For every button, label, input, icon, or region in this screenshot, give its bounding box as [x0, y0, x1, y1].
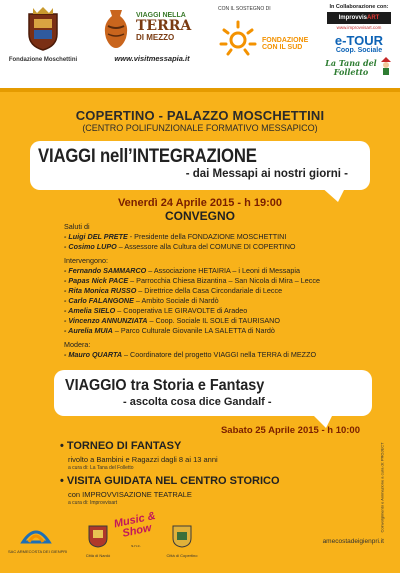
event-visita-cura: a cura di: Improvvisart	[68, 500, 118, 506]
footer-website[interactable]: amecostadeigienpri.it	[322, 538, 384, 545]
collaboration-block	[322, 4, 396, 77]
sostegno-caption: CON IL SOSTEGNO DI	[218, 6, 271, 12]
interventi-label: Intervengono:	[64, 256, 108, 265]
tana-line1: La Tana del	[325, 58, 377, 68]
fondazione-sud-logo	[212, 6, 312, 58]
main-heading: VIAGGI nell’INTEGRAZIONE	[38, 146, 257, 167]
saluti-label: Saluti di	[64, 222, 90, 231]
viaggi-line1: VIAGGI NELLA	[136, 12, 186, 19]
intervento-item: - Fernando SAMMARCO – Associazione HETAIRIA – i Leoni di Messapia	[64, 266, 300, 275]
vase-icon	[100, 6, 132, 52]
viaggi-url: www.visitmessapia.it	[114, 54, 190, 63]
viaggi-logo	[100, 6, 204, 63]
tana-line2: Folletto	[333, 67, 369, 77]
etour-logo: e-TOUR	[334, 33, 384, 48]
intervento-item: - Papas Nick PACE – Parrocchia Chiesa Bizantina – San Nicola di Mira – Lecce	[64, 276, 320, 285]
second-heading: VIAGGIO tra Storia e Fantasy	[65, 377, 265, 394]
intervento-item: - Carlo FALANGONE – Ambito Sociale di Nardò	[64, 296, 219, 305]
collab-label: In Collaborazione con:	[329, 4, 389, 10]
viaggi-line2: TERRA	[136, 18, 192, 34]
event-torneo-desc: rivolto a Bambini e Ragazzi dagli 8 ai 13 anni	[68, 455, 218, 464]
jester-icon	[379, 56, 393, 76]
intervento-item: - Vincenzo ANNUNZIATA – Coop. Sociale IL SOLE di TAURISANO	[64, 316, 280, 325]
header	[0, 0, 400, 88]
intervento-item: - Aurelia MUIA – Parco Culturale Giovanile LA SALETTA di Nardò	[64, 326, 275, 335]
second-heading-sub: - ascolta cosa dice Gandalf -	[123, 396, 272, 408]
sostegno-name2: CON IL SUD	[262, 44, 303, 51]
moschettini-logo	[8, 6, 78, 63]
event-visita-desc: con IMPROVVISAZIONE TEATRALE	[68, 490, 192, 499]
event-convegno: CONVEGNO	[164, 209, 235, 223]
main-heading-sub: - dai Messapi ai nostri giorni -	[185, 168, 348, 180]
moderatore-item: - Mauro QUARTA – Coordinatore del progetto VIAGGI nella TERRA di MEZZO	[64, 350, 317, 359]
nardo-crest-icon	[87, 522, 109, 548]
viaggi-line3: DI MEZZO	[136, 33, 175, 42]
moschettini-caption: Fondazione Moschettini	[8, 57, 78, 63]
intervento-item: - Amelia SIELO – Cooperativa LE GIRAVOLTE di Aradeo	[64, 306, 248, 315]
sun-icon	[218, 18, 258, 58]
intervento-item: - Rita Monica RUSSO – Direttrice della Casa Circondariale di Lecce	[64, 286, 283, 295]
saluti-item: - Luigi DEL PRETE - Presidente della FONDAZIONE MOSCHETTINI	[64, 232, 287, 241]
etour-coop: Coop. Sociale	[335, 47, 383, 54]
copertino-crest-icon	[171, 522, 193, 548]
venue-title: COPERTINO - PALAZZO MOSCHETTINI	[75, 108, 325, 123]
sac-logo: SAC ARMECOSTA DEI GIENPRI	[8, 522, 64, 554]
sostegno-name1: FONDAZIONE	[262, 37, 309, 44]
band-stripe	[0, 88, 400, 92]
improvvisart-logo: ImprovvisART	[327, 12, 391, 24]
date-friday: Venerdì 24 Aprile 2015 - h 19:00	[117, 197, 283, 209]
date-saturday: Sabato 25 Aprile 2015 - h 10:00	[220, 425, 360, 436]
music-show-logo: Music & Show s.n.c.	[112, 509, 157, 548]
program-text	[64, 222, 364, 360]
saluti-item: - Cosimo LUPO – Assessore alla Cultura del COMUNE DI COPERTINO	[64, 242, 296, 251]
project-side-text: Coinvolgimento e Animazione a cura di: PROJECT	[379, 442, 385, 533]
sac-icon	[19, 522, 53, 544]
nardo-logo: Città di Nardò	[80, 522, 116, 558]
improvvisart-url: www.improvvisart.com	[336, 25, 382, 30]
copertino-logo: Città di Copertino	[160, 522, 204, 558]
coat-of-arms-icon	[25, 6, 61, 52]
venue-subtitle: (CENTRO POLIFUNZIONALE FORMATIVO MESSAPICO)	[82, 123, 318, 133]
event-visita: • VISITA GUIDATA NEL CENTRO STORICO	[60, 475, 280, 487]
event-torneo-cura: a cura di: La Tana del Folletto	[68, 465, 134, 471]
moderatore-label: Modera:	[64, 340, 91, 349]
event-torneo: • TORNEO DI FANTASY	[60, 440, 182, 452]
